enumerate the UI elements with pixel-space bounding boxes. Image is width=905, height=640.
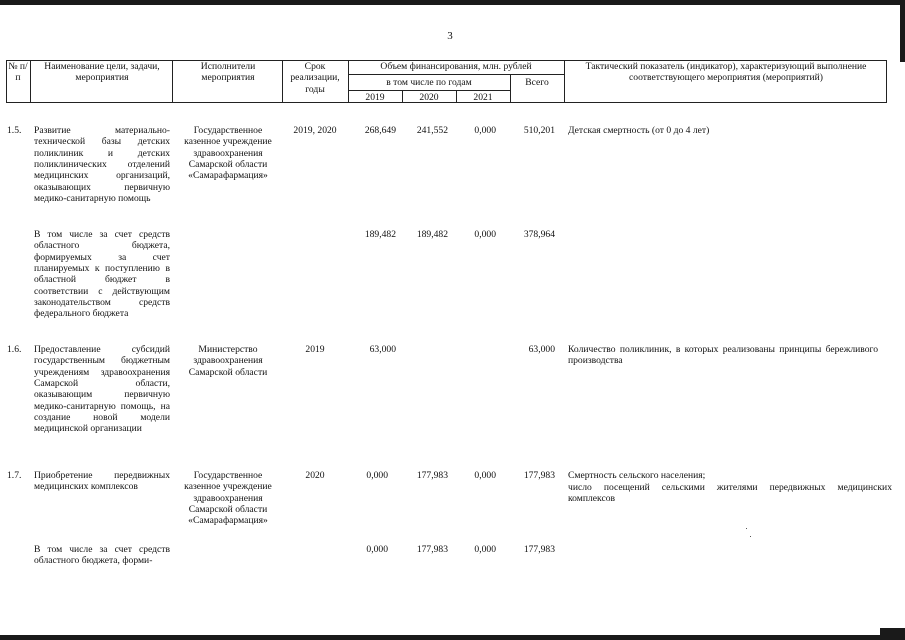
row-value-2021: 0,000 [474, 125, 496, 136]
row-term: 2019 [305, 344, 325, 355]
row-term: 2020 [305, 470, 325, 481]
row-executor: Государственное казенное учреждение здравоохранения Самарской области «Самарафармация» [184, 125, 272, 182]
row-value-2019: 0,000 [366, 544, 388, 555]
col-divider [30, 60, 31, 103]
row-value-2019: 63,000 [369, 344, 396, 355]
header-executor: Исполнители мероприятия [200, 61, 256, 84]
row-term: 2019, 2020 [293, 125, 337, 136]
scan-speck [746, 528, 747, 529]
scan-corner-mark [880, 628, 905, 640]
scan-speck [750, 536, 751, 537]
row-number: 1.6. [7, 344, 22, 355]
row-name: Приобретение передвижных медицинских комплексов [34, 470, 170, 493]
row-executor: Министерство здравоохранения Самарской области [188, 344, 268, 378]
fin-subheader-line [348, 74, 564, 75]
row-name: Предоставление субсидий государственным бюджетным учреждениям здравоохранения Самарской области, оказывающим первичную медико-санитарную помощь, на создание новой модели медицинской организации [34, 344, 170, 435]
row-value-total: 378,964 [523, 229, 555, 240]
row-value-total: 177,983 [523, 470, 555, 481]
row-name: В том числе за счет средств областного бюджета, формируемых за счет планируемых к поступлению в областной бюджет в соответствии с действующим законодательством средств федерального бюджета [34, 229, 170, 320]
row-value-2020: 241,552 [416, 125, 448, 136]
years-subheader-line [348, 90, 510, 91]
header-name: Наименование цели, задачи, мероприятия [44, 61, 160, 84]
row-value-2019: 189,482 [364, 229, 396, 240]
row-name: Развитие материально-технической базы детских поликлиник и детских поликлинических отделений медицинских организаций, оказывающих первичную медико-санитарную помощь [34, 125, 170, 204]
row-indicator: Смертность сельского населения; [568, 470, 706, 481]
row-value-2021: 0,000 [474, 544, 496, 555]
header-year-2021: 2021 [473, 92, 493, 103]
header-num: № п/п [8, 61, 28, 84]
row-value-total: 177,983 [523, 544, 555, 555]
row-value-2020: 177,983 [416, 470, 448, 481]
header-year-2019: 2019 [365, 92, 385, 103]
header-term: Срок реализации, годы [290, 61, 340, 95]
row-value-2019: 268,649 [364, 125, 396, 136]
row-number: 1.7. [7, 470, 22, 481]
row-value-2021: 0,000 [474, 229, 496, 240]
scan-top-border [0, 0, 905, 5]
row-name: В том числе за счет средств областного бюджета, форми- [34, 544, 170, 567]
header-indicator: Тактический показатель (индикатор), характеризующий выполнение соответствующего мероприятия (мероприятий) [585, 61, 867, 84]
row-value-2021: 0,000 [474, 470, 496, 481]
row-value-total: 63,000 [528, 344, 555, 355]
scan-bottom-border [0, 635, 905, 640]
row-executor: Государственное казенное учреждение здравоохранения Самарской области «Самарафармация» [184, 470, 272, 527]
col-divider [564, 60, 565, 103]
row-value-total: 510,201 [523, 125, 555, 136]
row-number: 1.5. [7, 125, 22, 136]
header-year-2020: 2020 [419, 92, 439, 103]
col-divider [172, 60, 173, 103]
row-value-2020: 189,482 [416, 229, 448, 240]
row-value-2019: 0,000 [366, 470, 388, 481]
scan-right-border [900, 0, 905, 62]
col-divider [282, 60, 283, 103]
header-by-years: в том числе по годам [386, 77, 472, 88]
row-indicator: Количество поликлиник, в которых реализованы принципы бережливого производства [568, 344, 878, 367]
page-number: 3 [447, 30, 453, 42]
row-indicator-second: число посещений сельскими жителями передвижных медицинских комплексов [568, 482, 892, 505]
row-indicator: Детская смертность (от 0 до 4 лет) [568, 125, 710, 136]
header-total: Всего [525, 77, 549, 88]
header-financing: Объем финансирования, млн. рублей [380, 61, 532, 72]
col-divider [886, 60, 887, 103]
row-value-2020: 177,983 [416, 544, 448, 555]
